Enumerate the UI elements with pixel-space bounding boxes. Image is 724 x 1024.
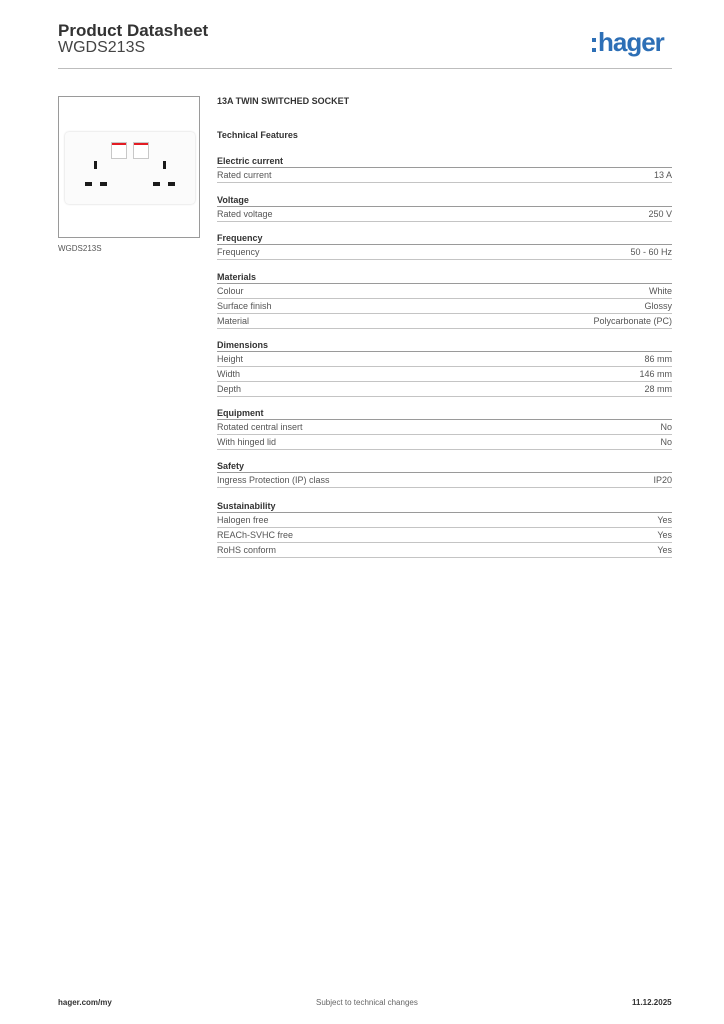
group-title: Frequency [217, 232, 672, 245]
product-name: 13A TWIN SWITCHED SOCKET [217, 96, 350, 106]
spec-row [217, 314, 672, 329]
spec-label: RoHS conform [217, 545, 277, 555]
group-title: Equipment [217, 407, 672, 420]
spec-label: Height [217, 354, 244, 364]
group-title: Materials [217, 271, 672, 284]
spec-row [217, 245, 672, 260]
product-image [58, 96, 200, 238]
group-electric-current [217, 155, 672, 183]
spec-row [217, 168, 672, 183]
spec-value: 146 mm [639, 369, 672, 379]
spec-value: 250 V [648, 209, 672, 219]
spec-label: Rated current [217, 170, 272, 180]
group-sustainability [217, 500, 672, 558]
spec-label: Surface finish [217, 301, 272, 311]
spec-row [217, 299, 672, 314]
spec-label: Frequency [217, 247, 260, 257]
spec-row [217, 207, 672, 222]
group-title: Sustainability [217, 500, 672, 513]
product-code: WGDS213S [58, 39, 146, 56]
spec-value: 50 - 60 Hz [630, 247, 672, 257]
right-earth-pin-icon [163, 161, 166, 169]
header-divider [58, 68, 672, 69]
spec-label: Material [217, 316, 250, 326]
right-neutral-pin-icon [168, 182, 175, 186]
spec-label: REACh-SVHC free [217, 530, 294, 540]
spec-value: Polycarbonate (PC) [593, 316, 672, 326]
right-switch-icon [133, 142, 149, 159]
spec-label: Depth [217, 384, 242, 394]
group-voltage [217, 194, 672, 222]
spec-value: 13 A [653, 170, 672, 180]
group-title: Dimensions [217, 339, 672, 352]
spec-label: Ingress Protection (IP) class [217, 475, 330, 485]
left-switch-icon [111, 142, 127, 159]
spec-value: No [660, 437, 672, 447]
spec-label: Rotated central insert [217, 422, 303, 432]
spec-row [217, 473, 672, 488]
hager-logo [592, 25, 664, 55]
spec-row [217, 435, 672, 450]
right-live-pin-icon [153, 182, 160, 186]
footer-website-link[interactable]: hager.com/my [58, 998, 112, 1007]
technical-features-heading: Technical Features [217, 130, 298, 140]
spec-value: 86 mm [644, 354, 672, 364]
group-title: Safety [217, 460, 672, 473]
group-equipment [217, 407, 672, 450]
group-frequency [217, 232, 672, 260]
spec-value: IP20 [653, 475, 672, 485]
spec-row [217, 382, 672, 397]
spec-row [217, 367, 672, 382]
group-safety [217, 460, 672, 488]
spec-value: Yes [657, 515, 672, 525]
spec-label: With hinged lid [217, 437, 277, 447]
spec-value: Yes [657, 530, 672, 540]
spec-row [217, 528, 672, 543]
left-neutral-pin-icon [100, 182, 107, 186]
logo-text: hager [598, 27, 664, 57]
left-live-pin-icon [85, 182, 92, 186]
spec-label: Halogen free [217, 515, 269, 525]
group-title: Voltage [217, 194, 672, 207]
footer-note: Subject to technical changes [316, 998, 418, 1007]
group-title: Electric current [217, 155, 672, 168]
spec-row [217, 543, 672, 558]
left-earth-pin-icon [94, 161, 97, 169]
spec-value: No [660, 422, 672, 432]
spec-row [217, 513, 672, 528]
spec-label: Rated voltage [217, 209, 273, 219]
group-dimensions [217, 339, 672, 397]
spec-row [217, 420, 672, 435]
spec-row [217, 352, 672, 367]
footer-date: 11.12.2025 [632, 998, 672, 1007]
group-materials [217, 271, 672, 329]
spec-value: Glossy [644, 301, 672, 311]
spec-row [217, 284, 672, 299]
page-title: Product Datasheet [58, 21, 209, 40]
logo-dots-icon [592, 38, 596, 52]
spec-value: Yes [657, 545, 672, 555]
spec-label: Width [217, 369, 241, 379]
twin-socket-illustration [65, 132, 195, 204]
spec-label: Colour [217, 286, 244, 296]
spec-value: White [648, 286, 672, 296]
image-caption: WGDS213S [58, 244, 102, 253]
spec-value: 28 mm [644, 384, 672, 394]
